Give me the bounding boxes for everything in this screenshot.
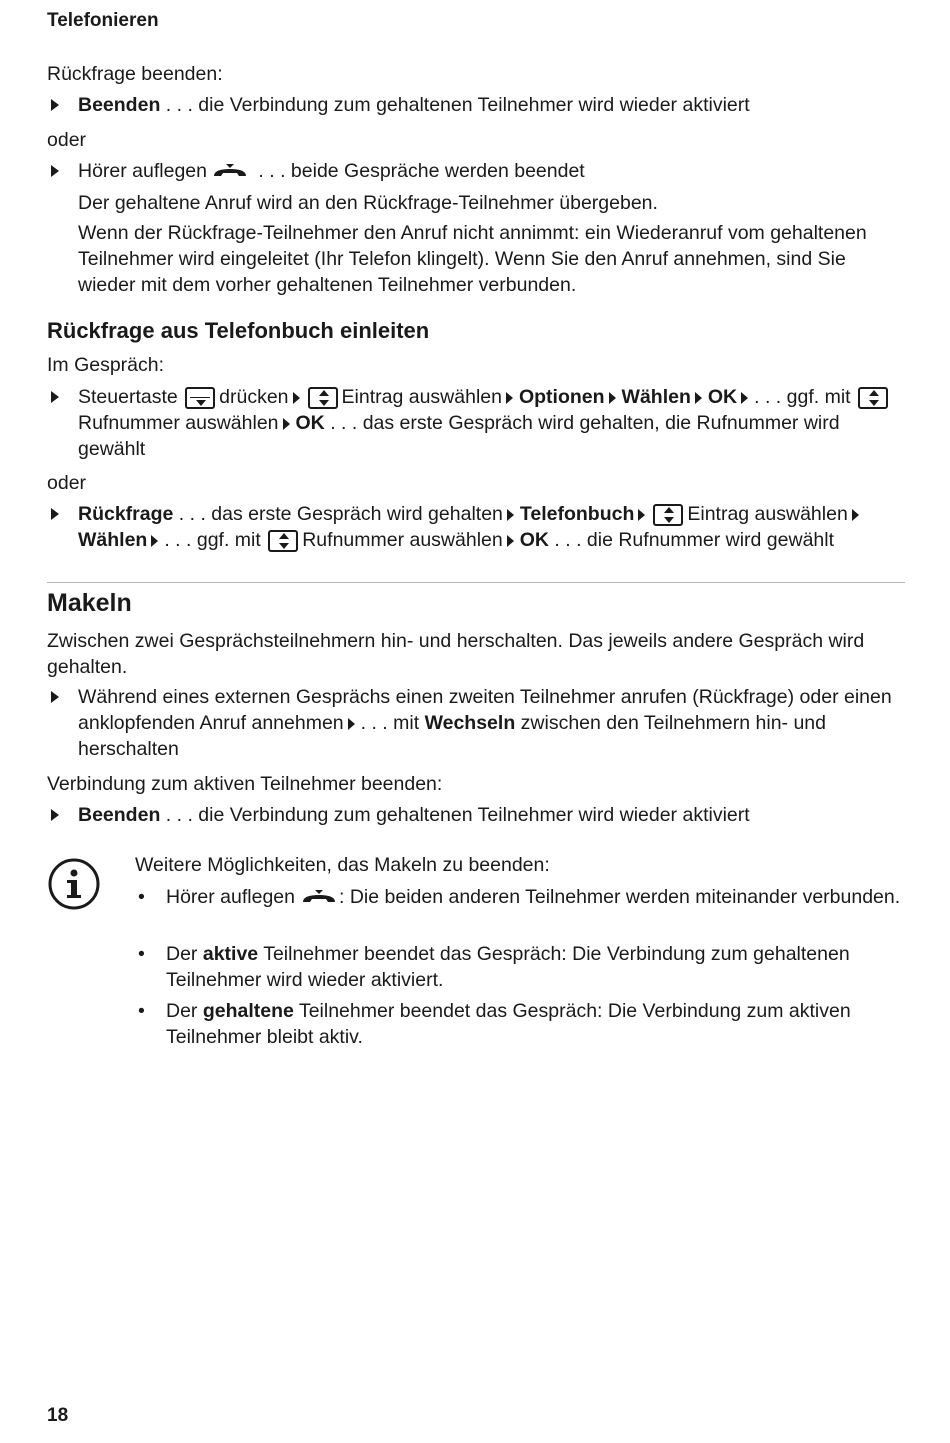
- arrow-icon: [51, 691, 59, 703]
- step-text: . . . mit: [360, 712, 420, 734]
- softkey-beenden: Beenden: [78, 804, 161, 826]
- softkey-rueckfrage: Rückfrage: [78, 503, 174, 525]
- step-text: . . . die Verbindung zum gehaltenen Teilnehmer wird wieder aktiviert: [160, 94, 750, 116]
- info-icon: [47, 857, 101, 911]
- bullet-text: Teilnehmer beendet das Gespräch: Die Verbindung zum gehaltenen Teilnehmer wird wieder aktiviert.: [166, 943, 850, 991]
- step-text: . . . ggf. mit: [164, 529, 261, 551]
- section2-label: Im Gespräch:: [47, 354, 165, 376]
- softkey-ok: OK: [519, 529, 549, 551]
- section2-heading: Rückfrage aus Telefonbuch einleiten: [47, 318, 430, 343]
- step-text: drücken: [219, 386, 289, 408]
- section1-note2: Wenn der Rückfrage-Teilnehmer den Anruf nicht annimmt: ein Wiederanruf vom gehaltenen Teilnehmer wird eingeleitet (Ihr Telefon klingelt). Wenn Sie den Anruf annehmen, sind Sie wieder mit dem vorher gehaltenen Teilnehmer verbunden.: [78, 222, 867, 296]
- softkey-beenden: Beenden: [78, 94, 161, 116]
- arrow-icon: [51, 809, 59, 821]
- arrow-icon: [51, 391, 59, 403]
- nav-key-updown-icon: [858, 387, 888, 409]
- bullet-dot: •: [138, 886, 145, 908]
- arrow-icon: [51, 508, 59, 520]
- running-head: Telefonieren: [47, 10, 159, 31]
- bullet-dot: •: [138, 1000, 145, 1022]
- info-bullet-3: [135, 998, 905, 1050]
- bullet-text: Teilnehmer beendet das Gespräch: Die Verbindung zum aktiven Teilnehmer bleibt aktiv.: [166, 1000, 851, 1048]
- step-text: Rufnummer auswählen: [302, 529, 503, 551]
- arrow-icon: [51, 165, 59, 177]
- section1-label: Rückfrage beenden:: [47, 63, 223, 85]
- section3-step1: [47, 684, 905, 762]
- arrow-icon: [293, 392, 300, 404]
- softkey-ok: OK: [707, 386, 738, 408]
- nav-key-updown-icon: [653, 504, 683, 526]
- arrow-icon: [506, 392, 513, 404]
- section2-step1: [47, 384, 905, 462]
- step-text: Während eines externen Gesprächs einen zweiten Teilnehmer anrufen (Rückfrage) oder einen anklopfenden Anruf annehmen: [78, 686, 892, 734]
- info-bullet-1: [135, 884, 905, 910]
- section-divider: [47, 582, 905, 583]
- section3-intro: Zwischen zwei Gesprächsteilnehmern hin- und herschalten. Das jeweils andere Gespräch wird gehalten.: [47, 630, 865, 678]
- softkey-waehlen: Wählen: [78, 529, 148, 551]
- section3-label: Verbindung zum aktiven Teilnehmer beenden:: [47, 773, 443, 795]
- arrow-icon: [638, 509, 645, 521]
- section1-step2: [47, 158, 905, 184]
- softkey-wechseln: Wechseln: [424, 712, 516, 734]
- info-lead: Weitere Möglichkeiten, das Makeln zu beenden:: [135, 854, 550, 876]
- section2-step2: [47, 501, 905, 553]
- nav-key-down-icon: [185, 387, 215, 409]
- handset-icon: [211, 163, 249, 179]
- arrow-icon: [507, 509, 514, 521]
- step-text: Hörer auflegen: [78, 160, 207, 182]
- section1-note1: Der gehaltene Anruf wird an den Rückfrage-Teilnehmer übergeben.: [78, 192, 658, 214]
- step-text: . . . ggf. mit: [754, 386, 851, 408]
- arrow-icon: [609, 392, 616, 404]
- info-bullet-2: [135, 941, 905, 993]
- section3-step2: [47, 802, 905, 828]
- nav-key-updown-icon: [268, 530, 298, 552]
- step-text: . . . beide Gespräche werden beendet: [253, 160, 585, 182]
- arrow-icon: [51, 99, 59, 111]
- step-text: Steuertaste: [78, 386, 178, 408]
- step-text: Eintrag auswählen: [341, 386, 502, 408]
- arrow-icon: [151, 535, 158, 547]
- bullet-text: : Die beiden anderen Teilnehmer werden miteinander verbunden.: [339, 886, 901, 908]
- step-text: Eintrag auswählen: [687, 503, 848, 525]
- handset-icon: [300, 889, 338, 905]
- step-text: . . . das erste Gespräch wird gehalten, die Rufnummer wird gewählt: [78, 412, 840, 460]
- softkey-telefonbuch: Telefonbuch: [519, 503, 635, 525]
- step-text: . . . das erste Gespräch wird gehalten: [178, 503, 503, 525]
- section3-heading: Makeln: [47, 589, 132, 617]
- arrow-icon: [283, 418, 290, 430]
- step-text: . . . die Rufnummer wird gewählt: [554, 529, 835, 551]
- bullet-text: Hörer auflegen: [166, 886, 295, 908]
- oder-text: oder: [47, 472, 87, 494]
- arrow-icon: [695, 392, 702, 404]
- bullet-text: Der: [166, 1000, 203, 1022]
- arrow-icon: [852, 509, 859, 521]
- oder-text: oder: [47, 129, 87, 151]
- softkey-waehlen: Wählen: [621, 386, 691, 408]
- step-text: . . . die Verbindung zum gehaltenen Teilnehmer wird wieder aktiviert: [160, 804, 750, 826]
- step-text: Rufnummer auswählen: [78, 412, 279, 434]
- arrow-icon: [507, 535, 514, 547]
- bullet-text: Der: [166, 943, 203, 965]
- arrow-icon: [741, 392, 748, 404]
- bullet-bold: aktive: [202, 943, 259, 965]
- page-number: 18: [47, 1405, 69, 1426]
- softkey-optionen: Optionen: [518, 386, 605, 408]
- bullet-bold: gehaltene: [202, 1000, 294, 1022]
- nav-key-updown-icon: [308, 387, 338, 409]
- softkey-ok: OK: [295, 412, 325, 434]
- arrow-icon: [348, 718, 355, 730]
- bullet-dot: •: [138, 943, 145, 965]
- step-text: zwischen den Teilnehmern hin- und herschalten: [78, 712, 826, 760]
- section1-step1: [47, 92, 905, 118]
